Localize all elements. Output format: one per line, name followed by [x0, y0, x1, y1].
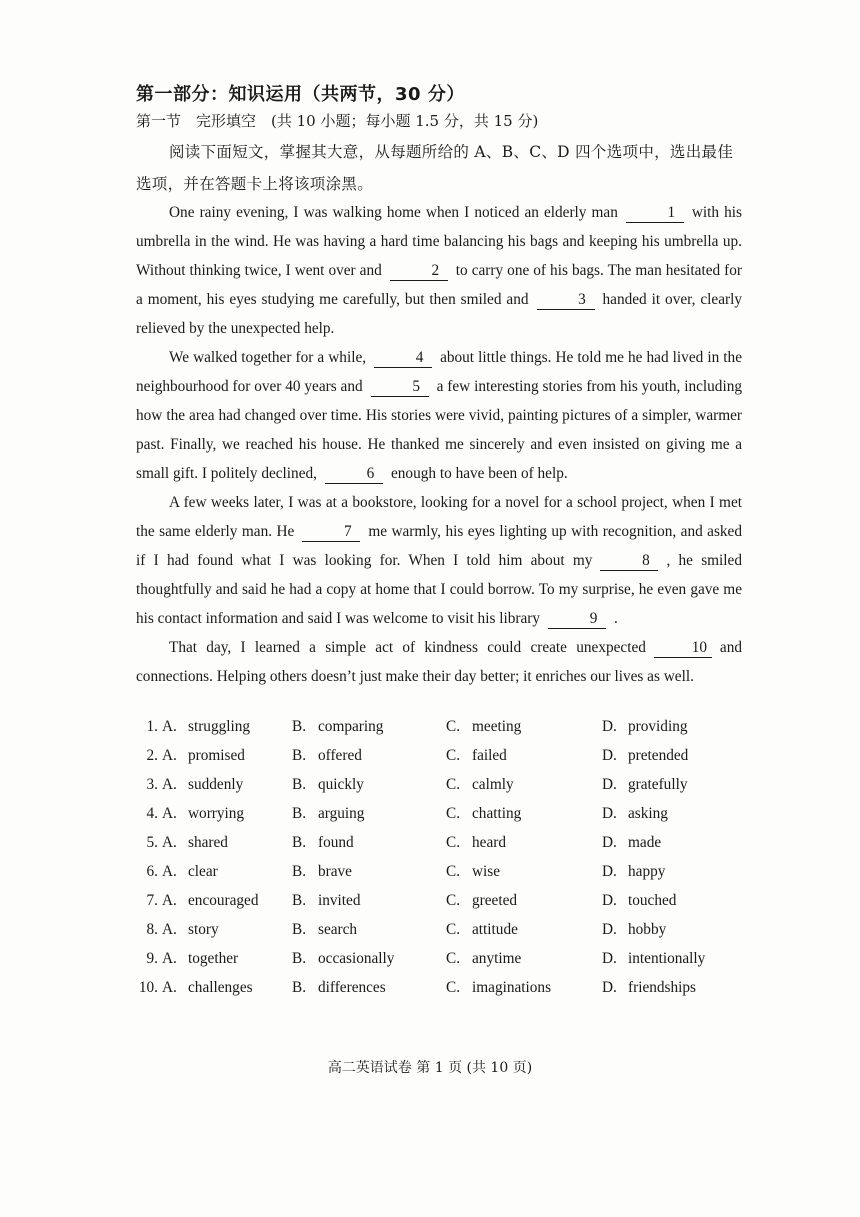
option-d[interactable]	[602, 921, 666, 939]
option-text: asking	[628, 805, 668, 822]
option-letter: D.	[602, 834, 617, 851]
option-text: wise	[472, 863, 501, 880]
passage-text: A few weeks later, I was at a bookstore, looking for a novel for a school project, when I met the same elderly man. He	[136, 494, 742, 540]
option-d[interactable]	[602, 979, 696, 997]
option-c[interactable]	[446, 892, 517, 910]
blank-10: 10	[654, 639, 712, 658]
option-letter: D.	[602, 776, 617, 793]
blank-7: 7	[302, 523, 360, 542]
question-row	[132, 776, 752, 805]
question-number: 7.	[146, 892, 158, 909]
option-text: offered	[318, 747, 362, 764]
option-text: providing	[628, 718, 688, 735]
question-row	[132, 892, 752, 921]
option-letter: B.	[292, 776, 307, 793]
option-letter: D.	[602, 892, 617, 909]
option-d[interactable]	[602, 747, 688, 765]
option-d[interactable]	[602, 892, 676, 910]
passage-text: That day, I learned a simple act of kindness could create unexpected	[169, 639, 646, 656]
option-letter: B.	[292, 950, 307, 967]
question-number: 8.	[146, 921, 158, 938]
option-letter: B.	[292, 834, 307, 851]
option-c[interactable]	[446, 776, 514, 794]
option-letter: D.	[602, 921, 617, 938]
option-text: heard	[472, 834, 506, 851]
page-footer: 高二英语试卷 第 1 页 (共 10 页)	[327, 1060, 533, 1076]
option-text: quickly	[318, 776, 364, 793]
paragraph-1	[136, 198, 742, 343]
option-text: suddenly	[188, 776, 244, 793]
section-title: 第一部分：知识运用（共两节，30 分）	[136, 84, 465, 105]
option-letter: D.	[602, 718, 617, 735]
option-text: invited	[318, 892, 361, 909]
option-d[interactable]	[602, 950, 705, 968]
question-row	[132, 718, 752, 747]
blank-8: 8	[600, 552, 658, 571]
option-text: found	[318, 834, 354, 851]
option-text: pretended	[628, 747, 689, 764]
blank-4: 4	[374, 349, 432, 368]
passage-text: handed it over, clearly relieved by the unexpected help.	[136, 291, 742, 337]
question-number: 9.	[146, 950, 158, 967]
paragraph-4	[136, 633, 742, 691]
option-letter: C.	[446, 805, 461, 822]
option-text: hobby	[628, 921, 667, 938]
question-number: 10.	[138, 979, 158, 996]
question-row	[132, 950, 752, 979]
passage-text: about little things. He told me he had lived in the neighbourhood for over 40 years and	[136, 349, 742, 395]
option-b[interactable]	[292, 805, 364, 823]
option-text: struggling	[188, 718, 251, 735]
option-b[interactable]	[292, 892, 361, 910]
option-text: meeting	[472, 718, 522, 735]
option-text: arguing	[318, 805, 365, 822]
option-text: together	[188, 950, 239, 967]
option-letter: A.	[162, 834, 177, 851]
blank-2: 2	[390, 262, 448, 281]
option-text: imaginations	[472, 979, 552, 996]
option-c[interactable]	[446, 834, 506, 852]
option-text: attitude	[472, 921, 518, 938]
option-letter: B.	[292, 892, 307, 909]
option-text: chatting	[472, 805, 522, 822]
option-text: clear	[188, 863, 218, 880]
option-a[interactable]	[162, 805, 244, 823]
passage-text: me warmly, his eyes lighting up with recognition, and asked if I had found what I was looking for. When I told him about my	[136, 523, 742, 569]
option-text: greeted	[472, 892, 518, 909]
passage-text: and connections. Helping others doesn’t just make their day better; it enriches our lives as well.	[136, 639, 742, 685]
cloze-passage	[136, 198, 742, 691]
paragraph-3	[136, 488, 742, 633]
option-c[interactable]	[446, 718, 521, 736]
question-number: 2.	[146, 747, 158, 764]
option-letter: A.	[162, 805, 177, 822]
option-text: encouraged	[188, 892, 259, 909]
option-c[interactable]	[446, 747, 507, 765]
option-b[interactable]	[292, 863, 352, 881]
option-text: story	[188, 921, 219, 938]
option-a[interactable]	[162, 863, 218, 881]
question-row	[132, 747, 752, 776]
option-letter: D.	[602, 863, 617, 880]
option-a[interactable]	[162, 950, 238, 968]
option-text: brave	[318, 863, 352, 880]
option-letter: A.	[162, 892, 177, 909]
option-text: made	[628, 834, 662, 851]
option-letter: B.	[292, 921, 307, 938]
option-d[interactable]	[602, 718, 688, 736]
option-b[interactable]	[292, 979, 386, 997]
instructions: 阅读下面短文，掌握其大意，从每题所给的 A、B、C、D 四个选项中，选出最佳选项，并在答题卡上将该项涂黑。	[136, 143, 734, 193]
option-d[interactable]	[602, 834, 661, 852]
answer-options	[132, 718, 752, 1008]
question-row	[132, 805, 752, 834]
question-row	[132, 979, 752, 1008]
option-letter: C.	[446, 776, 461, 793]
option-c[interactable]	[446, 863, 500, 881]
option-d[interactable]	[602, 805, 668, 823]
question-number: 6.	[146, 863, 158, 880]
option-letter: A.	[162, 950, 177, 967]
paragraph-2	[136, 343, 742, 488]
option-a[interactable]	[162, 776, 243, 794]
blank-3: 3	[537, 291, 595, 310]
option-letter: C.	[446, 892, 461, 909]
passage-text: We walked together for a while,	[169, 349, 367, 366]
question-number: 4.	[146, 805, 158, 822]
option-b[interactable]	[292, 950, 394, 968]
option-a[interactable]	[162, 718, 250, 736]
question-number: 5.	[146, 834, 158, 851]
subsection-heading: 第一节 完形填空 (共 10 小题；每小题 1.5 分，共 15 分)	[136, 112, 539, 130]
option-letter: C.	[446, 950, 461, 967]
option-text: friendships	[628, 979, 696, 996]
blank-6: 6	[325, 465, 383, 484]
option-text: intentionally	[628, 950, 706, 967]
option-a[interactable]	[162, 834, 228, 852]
option-letter: C.	[446, 979, 461, 996]
option-letter: C.	[446, 921, 461, 938]
blank-1: 1	[626, 204, 684, 223]
question-row	[132, 834, 752, 863]
passage-text: , he smiled thoughtfully and said he had a copy at home that I could borrow. To my surprise, he even gave me his contact information and said I was welcome to visit his library	[136, 552, 742, 627]
option-letter: A.	[162, 718, 177, 735]
option-letter: C.	[446, 863, 461, 880]
option-a[interactable]	[162, 921, 219, 939]
option-text: worrying	[188, 805, 245, 822]
option-letter: A.	[162, 979, 177, 996]
option-text: comparing	[318, 718, 384, 735]
option-text: touched	[628, 892, 677, 909]
option-letter: B.	[292, 747, 307, 764]
option-a[interactable]	[162, 979, 253, 997]
passage-text: One rainy evening, I was walking home when I noticed an elderly man	[169, 204, 618, 221]
option-letter: B.	[292, 979, 307, 996]
option-a[interactable]	[162, 892, 259, 910]
option-letter: A.	[162, 776, 177, 793]
option-text: anytime	[472, 950, 522, 967]
passage-text: enough to have been of help.	[390, 465, 568, 482]
option-text: differences	[318, 979, 386, 996]
option-letter: D.	[602, 979, 617, 996]
passage-text: a few interesting stories from his youth, including how the area had changed over time. His stories were vivid, painting pictures of a simpler, warmer past. Finally, we reached his house. He thanked me sincerely and even insisted on giving me a small gift. I politely declined,	[136, 378, 742, 482]
option-c[interactable]	[446, 805, 521, 823]
passage-text: to carry one of his bags. The man hesitated for a moment, his eyes studying me carefully, but then smiled and	[136, 262, 742, 308]
blank-9: 9	[548, 610, 606, 629]
option-text: failed	[472, 747, 507, 764]
option-c[interactable]	[446, 979, 551, 997]
option-text: gratefully	[628, 776, 688, 793]
option-letter: A.	[162, 747, 177, 764]
option-letter: D.	[602, 747, 617, 764]
option-a[interactable]	[162, 747, 245, 765]
option-b[interactable]	[292, 921, 357, 939]
option-letter: A.	[162, 921, 177, 938]
option-text: occasionally	[318, 950, 395, 967]
option-letter: A.	[162, 863, 177, 880]
option-letter: D.	[602, 950, 617, 967]
question-row	[132, 863, 752, 892]
option-letter: B.	[292, 805, 307, 822]
option-letter: C.	[446, 834, 461, 851]
blank-5: 5	[371, 378, 429, 397]
option-b[interactable]	[292, 747, 362, 765]
option-text: search	[318, 921, 358, 938]
option-d[interactable]	[602, 863, 665, 881]
option-text: calmly	[472, 776, 514, 793]
option-text: shared	[188, 834, 228, 851]
option-d[interactable]	[602, 776, 687, 794]
passage-text: with his umbrella in the wind. He was having a hard time balancing his bags and keeping his umbrella up. Without thinking twice, I went over and	[136, 204, 742, 279]
option-b[interactable]	[292, 776, 364, 794]
passage-text: .	[614, 610, 618, 627]
option-text: challenges	[188, 979, 253, 996]
question-number: 3.	[146, 776, 158, 793]
option-c[interactable]	[446, 921, 518, 939]
option-letter: D.	[602, 805, 617, 822]
option-b[interactable]	[292, 834, 354, 852]
option-letter: C.	[446, 718, 461, 735]
option-letter: B.	[292, 863, 307, 880]
option-text: promised	[188, 747, 245, 764]
question-row	[132, 921, 752, 950]
question-number: 1.	[146, 718, 158, 735]
option-b[interactable]	[292, 718, 383, 736]
option-letter: C.	[446, 747, 461, 764]
option-text: happy	[628, 863, 666, 880]
option-c[interactable]	[446, 950, 521, 968]
option-letter: B.	[292, 718, 307, 735]
